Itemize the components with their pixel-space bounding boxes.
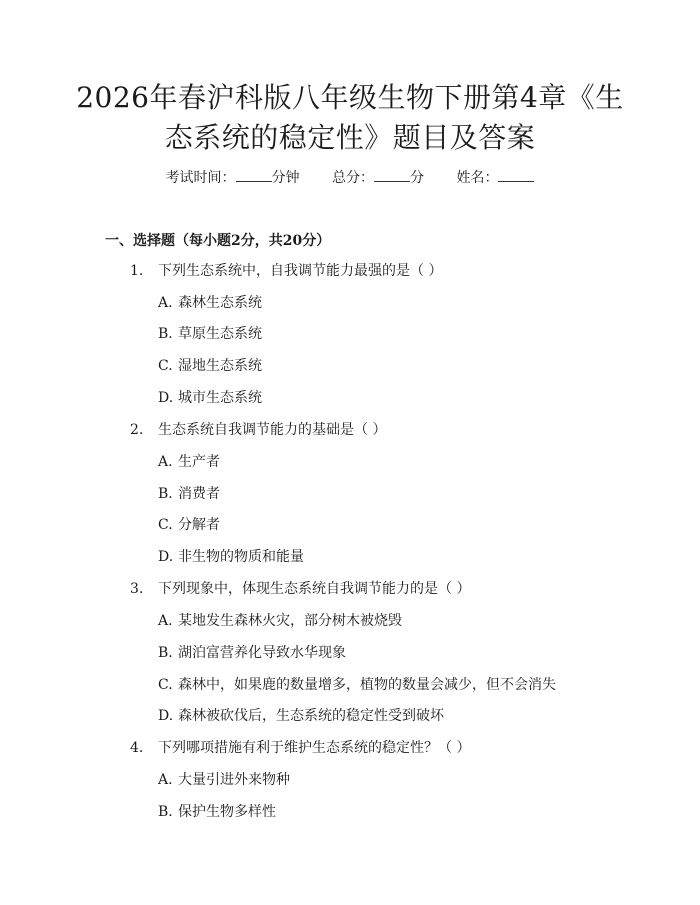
exam-time-label: 考试时间：: [165, 170, 236, 186]
exam-time-field: [166, 167, 300, 187]
total-score-unit: 分: [410, 170, 424, 186]
total-score-field: [332, 167, 424, 187]
question-4: [130, 739, 470, 757]
question-1-option-d: [158, 389, 262, 407]
question-1: [130, 262, 442, 280]
option-letter: A.: [158, 613, 173, 629]
option-letter: B.: [158, 804, 173, 820]
question-text: 下列生态系统中，自我调节能力最强的是（ ）: [158, 263, 443, 279]
question-3: [130, 580, 470, 598]
option-text: 非生物的物质和能量: [178, 549, 304, 565]
option-letter: B.: [158, 326, 173, 342]
option-letter: B.: [158, 645, 173, 661]
question-3-option-a: [158, 612, 402, 630]
option-text: 森林中，如果鹿的数量增多，植物的数量会减少，但不会消失: [178, 677, 556, 693]
question-text: 下列哪项措施有利于维护生态系统的稳定性？（ ）: [158, 740, 471, 756]
student-name-field: [456, 167, 534, 187]
question-1-option-c: [158, 357, 262, 375]
total-score-blank: [374, 169, 410, 182]
option-text: 城市生态系统: [178, 390, 262, 406]
question-1-option-b: [158, 325, 262, 343]
question-2-option-b: [158, 485, 220, 503]
option-text: 森林生态系统: [178, 295, 262, 311]
total-score-label: 总分：: [332, 170, 374, 186]
option-letter: A.: [158, 772, 173, 788]
option-letter: B.: [158, 486, 173, 502]
document-title-line-2: 态系统的稳定性》题目及答案: [164, 121, 536, 154]
question-2: [130, 421, 386, 439]
exam-info-bar: [0, 167, 700, 187]
question-text: 下列现象中，体现生态系统自我调节能力的是（ ）: [158, 581, 471, 597]
exam-time-unit: 分钟: [271, 170, 300, 186]
option-text: 消费者: [178, 486, 220, 502]
question-number: 3.: [130, 581, 144, 597]
question-number: 1.: [130, 263, 144, 279]
option-letter: D.: [158, 549, 174, 565]
option-letter: D.: [158, 390, 174, 406]
question-2-option-d: [158, 548, 304, 566]
option-text: 森林被砍伐后，生态系统的稳定性受到破坏: [178, 708, 444, 724]
option-text: 生产者: [178, 454, 220, 470]
option-letter: C.: [158, 517, 173, 533]
question-3-option-b: [158, 644, 346, 662]
question-4-option-a: [158, 771, 290, 789]
option-text: 保护生物多样性: [178, 804, 276, 820]
option-letter: D.: [158, 708, 174, 724]
option-text: 大量引进外来物种: [178, 772, 290, 788]
document-title-line-1: 2026年春沪科版八年级生物下册第4章《生: [76, 81, 624, 114]
option-letter: C.: [158, 358, 173, 374]
exam-time-blank: [236, 169, 272, 182]
option-letter: A.: [158, 295, 173, 311]
option-text: 分解者: [178, 517, 220, 533]
option-letter: C.: [158, 677, 173, 693]
student-name-blank: [498, 169, 534, 182]
option-text: 草原生态系统: [178, 326, 262, 342]
question-1-option-a: [158, 294, 262, 312]
section-heading: 一、选择题（每小题2分，共20分）: [105, 233, 331, 249]
option-text: 某地发生森林火灾，部分树木被烧毁: [178, 613, 402, 629]
option-letter: A.: [158, 454, 173, 470]
question-2-option-c: [158, 516, 220, 534]
question-4-option-b: [158, 803, 276, 821]
option-text: 湖泊富营养化导致水华现象: [178, 645, 346, 661]
question-3-option-d: [158, 707, 444, 725]
question-2-option-a: [158, 453, 220, 471]
student-name-label: 姓名：: [456, 170, 499, 186]
option-text: 湿地生态系统: [178, 358, 262, 374]
question-number: 4.: [130, 740, 144, 756]
question-3-option-c: [158, 676, 556, 694]
question-number: 2.: [130, 422, 144, 438]
question-text: 生态系统自我调节能力的基础是（ ）: [158, 422, 387, 438]
